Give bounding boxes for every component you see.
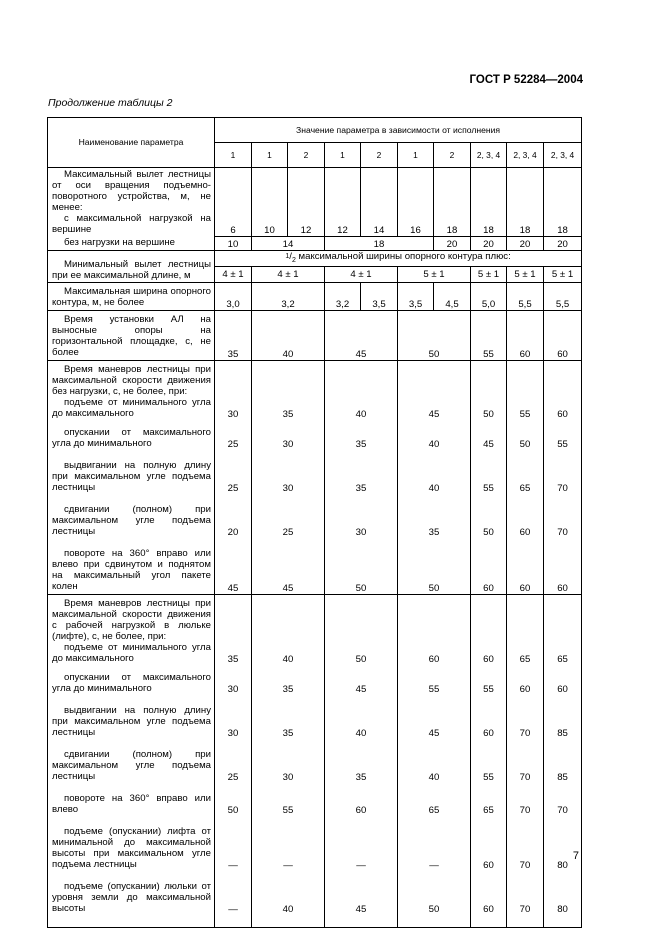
value-cell: 5 ± 1 [398,267,471,283]
value-cell: 40 [398,420,471,450]
param-label: Максимальный вылет лестницы от оси вращения подъемно-поворотного устройства, м, не менее: [52,169,211,213]
variant-header: 1 [252,143,288,168]
value-cell: 85 [544,695,582,739]
value-cell: 65 [544,595,582,666]
param-sublabel [48,816,215,871]
variant-header: 2 [361,143,398,168]
value-cell: 4 ± 1 [215,267,252,283]
variant-header: 2, 3, 4 [471,143,507,168]
value-cell: 20 [215,494,252,538]
value-cell: 18 [434,168,471,237]
value-cell: 30 [215,665,252,695]
value-cell: 80 [544,816,582,871]
table-continuation-caption: Продолжение таблицы 2 [48,97,173,109]
value-cell: 50 [398,538,471,595]
value-cell: 60 [471,595,507,666]
param-sublabel-text: повороте на 360° вправо или влево при сдвинутом и поднятом на максимальный угол пакете колен [52,548,211,592]
param-sublabel-text: подъеме (опускании) лифта от минимальной до максимальной высоты при максимальном угле подъема лестницы [52,826,211,870]
value-cell: 60 [507,538,544,595]
value-cell: 3,0 [215,283,252,311]
value-cell: 35 [325,739,398,783]
value-cell: 35 [325,420,398,450]
param-sublabel-text: выдвигании на полную длину при максимальном угле подъема лестницы [52,460,211,493]
value-cell: 3,2 [252,283,325,311]
value-cell: 4 ± 1 [252,267,325,283]
value-cell: 50 [471,494,507,538]
value-cell: 35 [252,665,325,695]
value-cell: 25 [252,494,325,538]
param-label: Минимальный вылет лестницы при ее максимальной длине, м [52,259,211,281]
param-label: Время маневров лестницы при максимальной скорости движения без нагрузки, с, не более, при: [52,364,211,397]
param-sublabel [48,538,215,595]
value-cell: 40 [252,871,325,915]
value-cell: 70 [507,695,544,739]
value-cell: 60 [507,311,544,361]
document-code: ГОСТ Р 52284—2004 [469,74,583,86]
value-cell: 35 [215,311,252,361]
param-sublabel [48,695,215,739]
value-cell: 45 [325,871,398,915]
value-cell: 30 [215,361,252,421]
value-cell: 40 [325,695,398,739]
value-cell: 55 [471,739,507,783]
value-cell: 60 [544,665,582,695]
value-cell: 35 [252,361,325,421]
note-text: максимальной ширины опорного контура плюс: [295,251,511,263]
param-sublabel: без нагрузки на вершине [64,237,176,248]
value-cell: 4,5 [434,283,471,311]
value-cell: 5,5 [507,283,544,311]
value-cell: 60 [471,538,507,595]
value-cell: 30 [252,420,325,450]
value-cell: 30 [325,494,398,538]
value-cell: 5 ± 1 [507,267,544,283]
value-cell: 65 [507,595,544,666]
param-reach-max [48,168,215,237]
value-cell: 60 [507,494,544,538]
value-cell: 10 [252,168,288,237]
value-cell: 50 [325,538,398,595]
param-maneuver-noload [48,361,215,421]
variant-header: 1 [215,143,252,168]
value-cell: 5,5 [544,283,582,311]
param-label: Время маневров лестницы при максимальной скорости движения с рабочей нагрузкой в люльке (лифте), с, не более, при: [52,598,211,642]
param-support-width [48,283,215,311]
value-cell [544,915,582,928]
param-install-time [48,311,215,361]
value-cell: 3,2 [325,283,361,311]
param-reach-noload [48,236,215,251]
value-cell: 45 [471,420,507,450]
value-cell: 18 [544,168,582,237]
value-cell: 30 [252,450,325,494]
value-cell: 20 [544,236,582,251]
value-cell: 50 [398,311,471,361]
value-cell: — [215,816,252,871]
param-sublabel [48,739,215,783]
value-cell: 10 [215,236,252,251]
value-cell: 35 [398,494,471,538]
page-number: 7 [572,850,579,862]
value-cell: — [325,816,398,871]
variant-header: 1 [398,143,434,168]
value-cell: 70 [507,783,544,816]
value-cell: 20 [507,236,544,251]
value-cell: 20 [434,236,471,251]
value-cell: 60 [507,665,544,695]
value-cell [507,915,544,928]
value-cell: 5 ± 1 [471,267,507,283]
value-cell: 35 [215,595,252,666]
param-reach-min [48,251,215,283]
param-sublabel-text: сдвигании (полном) при максимальном угле подъема лестницы [52,504,211,537]
value-cell: 60 [471,695,507,739]
value-cell: 40 [325,361,398,421]
value-cell: 50 [215,783,252,816]
value-cell: 35 [325,450,398,494]
value-cell: 50 [398,871,471,915]
value-cell [398,915,471,928]
parameters-table [47,117,582,928]
param-sublabel [48,450,215,494]
param-sublabel [48,494,215,538]
value-cell [215,915,252,928]
variant-header: 2 [288,143,325,168]
value-cell: 50 [325,595,398,666]
param-sublabel: с максимальной нагрузкой на вершине [52,213,211,235]
value-cell: 3,5 [398,283,434,311]
value-cell: 30 [215,695,252,739]
value-cell: 45 [398,361,471,421]
param-sublabel [48,420,215,450]
value-cell: 60 [471,871,507,915]
param-sublabel-text: выдвигании на полную длину при максимальном угле подъема лестницы [52,705,211,738]
value-cell: 60 [325,783,398,816]
header-values: Значение параметра в зависимости от исполнения [215,118,582,143]
value-cell: 40 [252,595,325,666]
value-cell: 20 [471,236,507,251]
value-cell: 55 [471,311,507,361]
value-cell: 70 [544,783,582,816]
value-cell: 14 [361,168,398,237]
param-label: Время установки АЛ на выносные опоры на горизонтальной площадке, с, не более [52,314,211,358]
value-cell: 35 [252,695,325,739]
value-cell: 18 [325,236,434,251]
value-cell: 25 [215,739,252,783]
value-cell: 3,5 [361,283,398,311]
value-cell: 40 [252,311,325,361]
param-sublabel: подъеме от минимального угла до максимального [52,397,211,419]
param-sublabel [48,871,215,915]
value-cell: 60 [544,538,582,595]
value-cell: 12 [288,168,325,237]
value-cell: 60 [471,816,507,871]
param-maneuver-load [48,595,215,666]
value-cell: 70 [507,816,544,871]
value-cell: 45 [398,695,471,739]
value-cell: 70 [544,450,582,494]
value-cell: 50 [507,420,544,450]
value-cell: 55 [398,665,471,695]
value-cell: 25 [215,450,252,494]
param-sublabel-text: подъеме (опускании) люльки от уровня земли до максимальной высоты [52,881,211,914]
reach-min-note: $^1/_2$ максимальной ширины опорного контура плюс: [215,251,582,267]
param-label: Максимальная ширина опорного контура, м, не более [52,286,211,308]
value-cell: 4 ± 1 [325,267,398,283]
value-cell: 45 [215,538,252,595]
value-cell: 55 [471,665,507,695]
param-sublabel-text: сдвигании (полном) при максимальном угле подъема лестницы [52,749,211,782]
header-param-name: Наименование параметра [48,118,215,168]
value-cell: 70 [507,871,544,915]
value-cell: 65 [471,783,507,816]
value-cell: 70 [507,739,544,783]
value-cell: 18 [507,168,544,237]
value-cell: 55 [544,420,582,450]
value-cell: 5 ± 1 [544,267,582,283]
value-cell: 85 [544,739,582,783]
param-sublabel-text: повороте на 360° вправо или влево [52,793,211,815]
param-sublabel [48,665,215,695]
value-cell: — [215,871,252,915]
param-sublabel [48,915,215,928]
value-cell: 12 [325,168,361,237]
param-sublabel-text: опускании от максимального угла до минимального [52,672,211,694]
value-cell: 18 [471,168,507,237]
value-cell [325,915,398,928]
param-sublabel-text: опускании от максимального угла до минимального [52,427,211,449]
value-cell: 50 [471,361,507,421]
fraction-numerator: 1 [285,253,290,261]
value-cell: 70 [544,494,582,538]
value-cell: 45 [325,311,398,361]
value-cell: 45 [325,665,398,695]
value-cell: 16 [398,168,434,237]
value-cell: 6 [215,168,252,237]
value-cell: 55 [252,783,325,816]
value-cell: 80 [544,871,582,915]
variant-header: 2, 3, 4 [507,143,544,168]
value-cell: 55 [507,361,544,421]
value-cell [252,915,325,928]
value-cell: 25 [215,420,252,450]
value-cell: 55 [471,450,507,494]
value-cell: 40 [398,450,471,494]
value-cell: 65 [507,450,544,494]
value-cell: 60 [544,311,582,361]
variant-header: 2, 3, 4 [544,143,582,168]
value-cell: 14 [252,236,325,251]
fraction-denominator: 2 [291,256,296,264]
value-cell: — [398,816,471,871]
value-cell: 40 [398,739,471,783]
variant-header: 1 [325,143,361,168]
value-cell: 60 [398,595,471,666]
value-cell: 60 [544,361,582,421]
param-sublabel: подъеме от минимального угла до максимального [52,642,211,664]
value-cell: — [252,816,325,871]
value-cell: 45 [252,538,325,595]
value-cell [471,915,507,928]
value-cell: 5,0 [471,283,507,311]
param-sublabel [48,783,215,816]
variant-header: 2 [434,143,471,168]
value-cell: 65 [398,783,471,816]
value-cell: 30 [252,739,325,783]
